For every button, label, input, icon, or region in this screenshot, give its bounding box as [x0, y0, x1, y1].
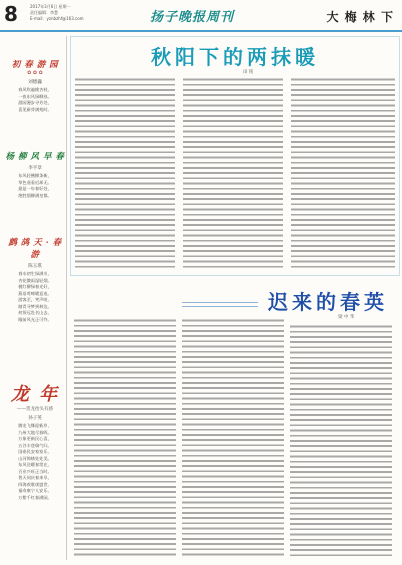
- poem-line: 燕语莺啼暖意连。: [18, 290, 52, 296]
- poem-line: 万紫千红春满园。: [18, 494, 52, 500]
- issue-editor: 责任编辑：李慧: [30, 10, 58, 15]
- article-author: 梁 中 华: [338, 315, 355, 320]
- poem-body: [4, 423, 66, 501]
- article-column: [75, 77, 175, 271]
- poem-line: 五谷丰登瑞气归。: [18, 442, 52, 448]
- poem-line: 最是一年春好处，: [18, 186, 52, 191]
- article-column: [74, 318, 176, 558]
- title-decoration: [182, 306, 258, 311]
- article-column: [290, 324, 392, 558]
- poem-author: 孙子英: [28, 416, 42, 421]
- article-author: 田 铭: [243, 70, 254, 75]
- poem-line: 喜见新芽满苑时。: [18, 106, 52, 112]
- issue-info: [30, 4, 140, 22]
- poem-title: 龙 年: [10, 384, 60, 405]
- article-column: [183, 77, 283, 271]
- article-title: 迟来的春英: [268, 290, 388, 314]
- poem-line: 绝胜烟柳满皇都。: [18, 192, 52, 198]
- section-title: 大 梅 林 下: [326, 10, 394, 24]
- poem-line: 踏青寻梦到林边。: [18, 303, 52, 309]
- poem-line: 东风轻拂柳条新，: [18, 173, 52, 178]
- poem-author: 李平章: [28, 166, 42, 171]
- article-autumn-warmth: [70, 36, 400, 276]
- poem-subtitle: ——贺龙抬头有感: [17, 407, 53, 412]
- masthead-logo: 扬子晚报周刊: [150, 10, 235, 25]
- poem-line: 山河锦绣处处美。: [18, 455, 52, 461]
- poem-line: 国泰民安家家乐，: [18, 449, 52, 454]
- page-number: 8: [4, 2, 18, 26]
- poem-body: [4, 271, 66, 323]
- poem-line: 春水初生绿满川，: [18, 271, 52, 276]
- poem-line: 东风送暖春常在，: [18, 462, 52, 467]
- poem-block-4: [4, 380, 66, 501]
- poem-block-3: [4, 236, 66, 323]
- poem-title: 杨 柳 风 早 春: [5, 152, 65, 162]
- poem-line: 百业兴旺正当时。: [18, 468, 52, 474]
- poem-line: 杏花微雨湿轻烟。: [18, 277, 52, 283]
- poem-line: 腾龙飞舞迎新岁，: [18, 423, 52, 428]
- article-column: [291, 77, 395, 271]
- article-title: 秋阳下的两抹暖: [151, 45, 319, 69]
- poem-author: 刘德巍: [28, 80, 42, 85]
- poem-line: 四海欢歌颂盛世。: [18, 481, 52, 487]
- article-late-spring: [70, 278, 398, 560]
- poem-line: 一夜东风绿柳丝。: [18, 93, 52, 99]
- poem-block-2: [4, 150, 66, 199]
- poem-body: [4, 87, 66, 113]
- poem-line: 普天同庆春来早，: [18, 475, 52, 480]
- poem-line: 游客至，笑声喧，: [18, 297, 52, 302]
- poem-line: 九州大地尽春晖。: [18, 429, 52, 435]
- poem-title: 初 春 游 园: [11, 60, 59, 70]
- decoration-icon: ✿ ✿ ✿: [27, 70, 43, 76]
- article-body: [75, 77, 395, 271]
- poem-line: 桃红柳绿春光好，: [18, 284, 52, 289]
- poem-block-1: [4, 58, 66, 113]
- poem-line: 福寿康宁人安乐，: [18, 488, 52, 493]
- poem-body: [4, 173, 66, 199]
- page-header: [0, 0, 402, 32]
- poem-line: 眼前风光正可怜。: [18, 316, 52, 322]
- poem-line: 草色遥看近却无。: [18, 179, 52, 185]
- poem-line: 万象更新民心喜，: [18, 436, 52, 441]
- poem-author: 陈玉琪: [28, 264, 42, 269]
- poem-line: 游园漫步寻芳处，: [18, 100, 52, 105]
- article-column: [182, 318, 284, 558]
- issue-email: E-mail：yznbzhf@163.com: [30, 16, 84, 21]
- poem-line: 何须远赴名山去，: [18, 310, 52, 315]
- issue-date: 2017年3月6日 星期一: [30, 4, 71, 9]
- poetry-sidebar: [4, 36, 67, 560]
- poem-title: 鹧 鸪 天 · 春 游: [8, 238, 62, 260]
- poem-line: 春风吹遍桃杏枝，: [18, 87, 52, 92]
